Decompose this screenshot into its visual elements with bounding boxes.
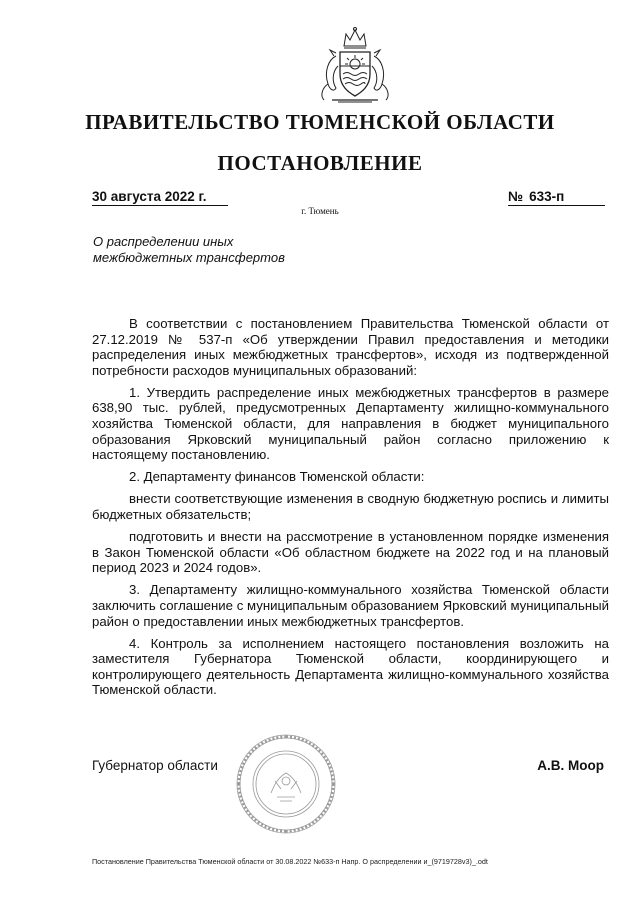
paragraph-2b: подготовить и внести на рассмотрение в установленном порядке изменения в Закон Тюменской области «Об областном бюджете на 2022 год и на плановый период 2023 и 2024 годов».: [92, 529, 609, 576]
signatory-title: Губернатор области: [92, 758, 218, 773]
subject-line-2: межбюджетных трансфертов: [93, 250, 285, 265]
number-sign: №: [508, 189, 524, 204]
document-body: [92, 316, 609, 705]
document-number-field: [508, 188, 605, 206]
paragraph-1: 1. Утвердить распределение иных межбюджетных трансфертов в размере 638,90 тыс. рублей, предусмотренных Департаменту жилищно-коммунального хозяйства Тюменской области, для направления в бюджет муниципального образования Ярковский муниципальный район согласно приложению к настоящему постановлению.: [92, 384, 609, 463]
paragraph-2a: внести соответствующие изменения в сводную бюджетную роспись и лимиты бюджетных обязательств;: [92, 491, 609, 523]
government-title: ПРАВИТЕЛЬСТВО ТЮМЕНСКОЙ ОБЛАСТИ: [85, 110, 555, 134]
intro-paragraph: В соответствии с постановлением Правительства Тюменской области от 27.12.2019 № 537-п «Об утверждении Правил предоставления и методики распределения иных межбюджетных трансфертов», исходя из подтвержденной потребности расходов муниципальных образований:: [92, 316, 609, 378]
document-footer: Постановление Правительства Тюменской области от 30.08.2022 №633-п Напр. О распределении и_(9719728v3)_.odt: [92, 857, 488, 866]
paragraph-3: 3. Департаменту жилищно-коммунального хозяйства Тюменской области заключить соглашение с муниципальным образованием Ярковский муниципальный район о предоставлении иных межбюджетных трансфертов.: [92, 582, 609, 629]
paragraph-2: 2. Департаменту финансов Тюменской области:: [129, 469, 425, 485]
document-number: 633-п: [529, 189, 565, 204]
document-subject: [93, 234, 353, 266]
paragraph-4: 4. Контроль за исполнением настоящего постановления возложить на заместителя Губернатора Тюменской области, координирующего и контролирующего деятельность Департамента жилищно-коммунального хозяйства Тюменской области.: [92, 635, 609, 698]
document-date: 30 августа 2022 г.: [92, 188, 228, 206]
signatory-name: А.В. Моор: [537, 758, 604, 773]
document-type-title: ПОСТАНОВЛЕНИЕ: [217, 151, 423, 175]
document-city: г. Тюмень: [301, 206, 339, 216]
subject-line-1: О распределении иных: [93, 234, 234, 249]
official-seal-icon: [235, 733, 337, 835]
coat-of-arms-icon: [314, 26, 396, 106]
